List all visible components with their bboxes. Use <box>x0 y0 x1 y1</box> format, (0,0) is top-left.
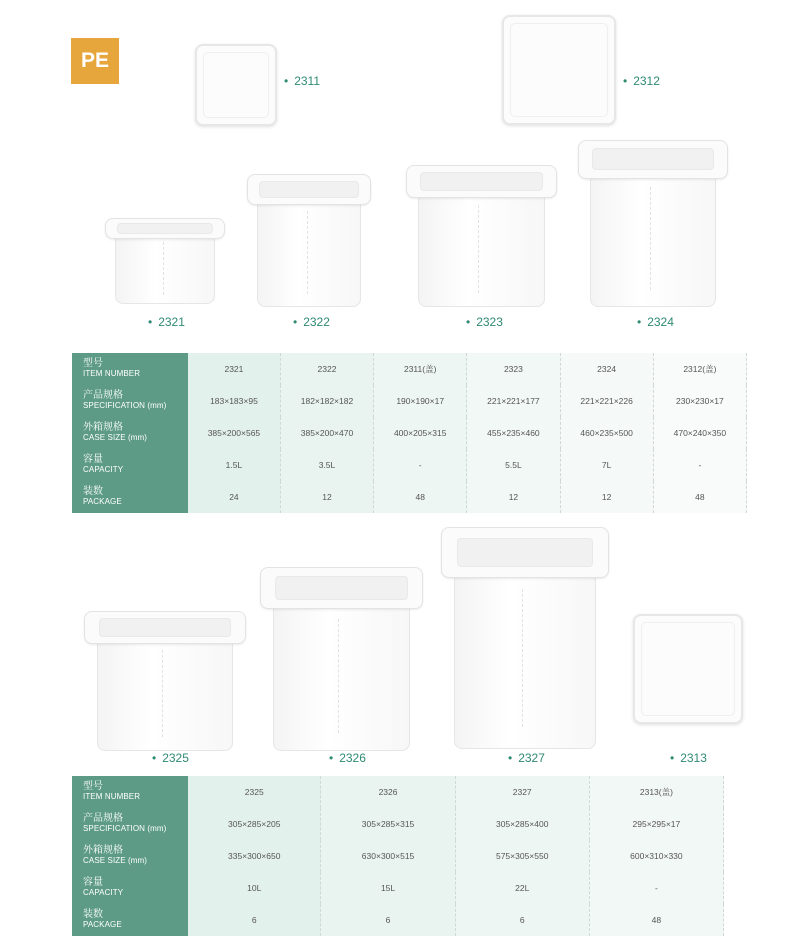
table-cell: 221×221×226 <box>560 385 653 417</box>
table-row <box>72 449 747 481</box>
table-row <box>72 776 724 808</box>
container-2321-image <box>105 218 225 304</box>
product-caption: • 2313 <box>670 751 707 765</box>
table-cell: 305×285×315 <box>321 808 455 840</box>
table-cell: 2313(盖) <box>589 776 723 808</box>
table-row <box>72 385 747 417</box>
table-cell: - <box>589 872 723 904</box>
table-row <box>72 840 724 872</box>
table-cell: 2321 <box>188 353 280 385</box>
row-label <box>72 840 188 872</box>
row-label-en: SPECIFICATION (mm) <box>83 824 167 833</box>
table-cell: 470×240×350 <box>653 417 746 449</box>
row-label <box>72 872 188 904</box>
table-cell: 2324 <box>560 353 653 385</box>
table-cell: - <box>374 449 467 481</box>
row-label-en: SPECIFICATION (mm) <box>83 401 167 410</box>
table-cell: 2323 <box>467 353 560 385</box>
table-cell: 385×200×565 <box>188 417 280 449</box>
table-cell: 48 <box>653 481 746 513</box>
row-label-cn: 产品规格 <box>83 812 123 824</box>
table-cell: 2322 <box>280 353 373 385</box>
table-cell: 385×200×470 <box>280 417 373 449</box>
table-cell: 455×235×460 <box>467 417 560 449</box>
row-label-en: PACKAGE <box>83 497 122 506</box>
table-cell: 630×300×515 <box>321 840 455 872</box>
table-cell: 400×205×315 <box>374 417 467 449</box>
row-label-en: ITEM NUMBER <box>83 369 141 378</box>
row-label <box>72 449 188 481</box>
table-cell: 12 <box>560 481 653 513</box>
table-cell: 2326 <box>321 776 455 808</box>
row-label <box>72 776 188 808</box>
row-label-cn: 型号 <box>83 357 103 369</box>
row-label-cn: 容量 <box>83 876 103 888</box>
table-cell: 295×295×17 <box>589 808 723 840</box>
table-cell: 1.5L <box>188 449 280 481</box>
row-label-en: CAPACITY <box>83 888 124 897</box>
product-caption: • 2311 <box>284 74 321 88</box>
container-2325-image <box>84 611 246 751</box>
table-cell: 2327 <box>455 776 589 808</box>
row-label-en: CASE SIZE (mm) <box>83 856 148 865</box>
table-cell: 305×285×205 <box>188 808 321 840</box>
row-label <box>72 385 188 417</box>
row-label-en: PACKAGE <box>83 920 122 929</box>
row-label-cn: 产品规格 <box>83 389 123 401</box>
table-row <box>72 808 724 840</box>
product-caption: • 2325 <box>152 751 189 765</box>
row-label <box>72 808 188 840</box>
lid-2311-image <box>195 44 277 126</box>
table-row <box>72 417 747 449</box>
table-cell: 3.5L <box>280 449 373 481</box>
product-caption: • 2324 <box>637 315 674 329</box>
table-cell: 48 <box>374 481 467 513</box>
spec-table-2 <box>72 776 724 936</box>
container-2326-image <box>260 567 423 751</box>
table-cell: 15L <box>321 872 455 904</box>
product-caption: • 2327 <box>508 751 545 765</box>
table-cell: 48 <box>589 904 723 936</box>
table-row <box>72 481 747 513</box>
table-cell: 24 <box>188 481 280 513</box>
container-2322-image <box>247 174 371 307</box>
row-label-cn: 型号 <box>83 780 103 792</box>
table-cell: 2325 <box>188 776 321 808</box>
product-caption: • 2312 <box>623 74 660 88</box>
row-label <box>72 481 188 513</box>
table-cell: - <box>653 449 746 481</box>
product-caption: • 2322 <box>293 315 330 329</box>
table-cell: 183×183×95 <box>188 385 280 417</box>
table-cell: 460×235×500 <box>560 417 653 449</box>
row-label <box>72 417 188 449</box>
table-cell: 575×305×550 <box>455 840 589 872</box>
container-2324-image <box>578 140 728 307</box>
row-label-cn: 外箱规格 <box>83 844 123 856</box>
product-caption: • 2323 <box>466 315 503 329</box>
product-caption: • 2326 <box>329 751 366 765</box>
container-2327-image <box>441 527 609 749</box>
row-label-en: CASE SIZE (mm) <box>83 433 148 442</box>
material-badge: PE <box>71 38 119 84</box>
table-cell: 600×310×330 <box>589 840 723 872</box>
table-row <box>72 353 747 385</box>
table-row <box>72 872 724 904</box>
table-cell: 7L <box>560 449 653 481</box>
table-cell: 10L <box>188 872 321 904</box>
table-cell: 2312(盖) <box>653 353 746 385</box>
table-row <box>72 904 724 936</box>
table-cell: 230×230×17 <box>653 385 746 417</box>
table-cell: 6 <box>455 904 589 936</box>
table-cell: 6 <box>188 904 321 936</box>
lid-2313-image <box>633 614 743 724</box>
product-caption: • 2321 <box>148 315 185 329</box>
lid-2312-image <box>502 15 616 125</box>
table-cell: 5.5L <box>467 449 560 481</box>
table-cell: 6 <box>321 904 455 936</box>
row-label-cn: 装数 <box>83 485 103 497</box>
row-label-en: CAPACITY <box>83 465 124 474</box>
table-cell: 305×285×400 <box>455 808 589 840</box>
table-cell: 335×300×650 <box>188 840 321 872</box>
row-label <box>72 353 188 385</box>
row-label-en: ITEM NUMBER <box>83 792 141 801</box>
row-label-cn: 装数 <box>83 908 103 920</box>
spec-table-1 <box>72 353 747 513</box>
table-cell: 2311(盖) <box>374 353 467 385</box>
row-label <box>72 904 188 936</box>
table-cell: 190×190×17 <box>374 385 467 417</box>
table-cell: 182×182×182 <box>280 385 373 417</box>
table-cell: 12 <box>467 481 560 513</box>
table-cell: 221×221×177 <box>467 385 560 417</box>
table-cell: 12 <box>280 481 373 513</box>
row-label-cn: 容量 <box>83 453 103 465</box>
table-cell: 22L <box>455 872 589 904</box>
container-2323-image <box>406 165 557 307</box>
row-label-cn: 外箱规格 <box>83 421 123 433</box>
